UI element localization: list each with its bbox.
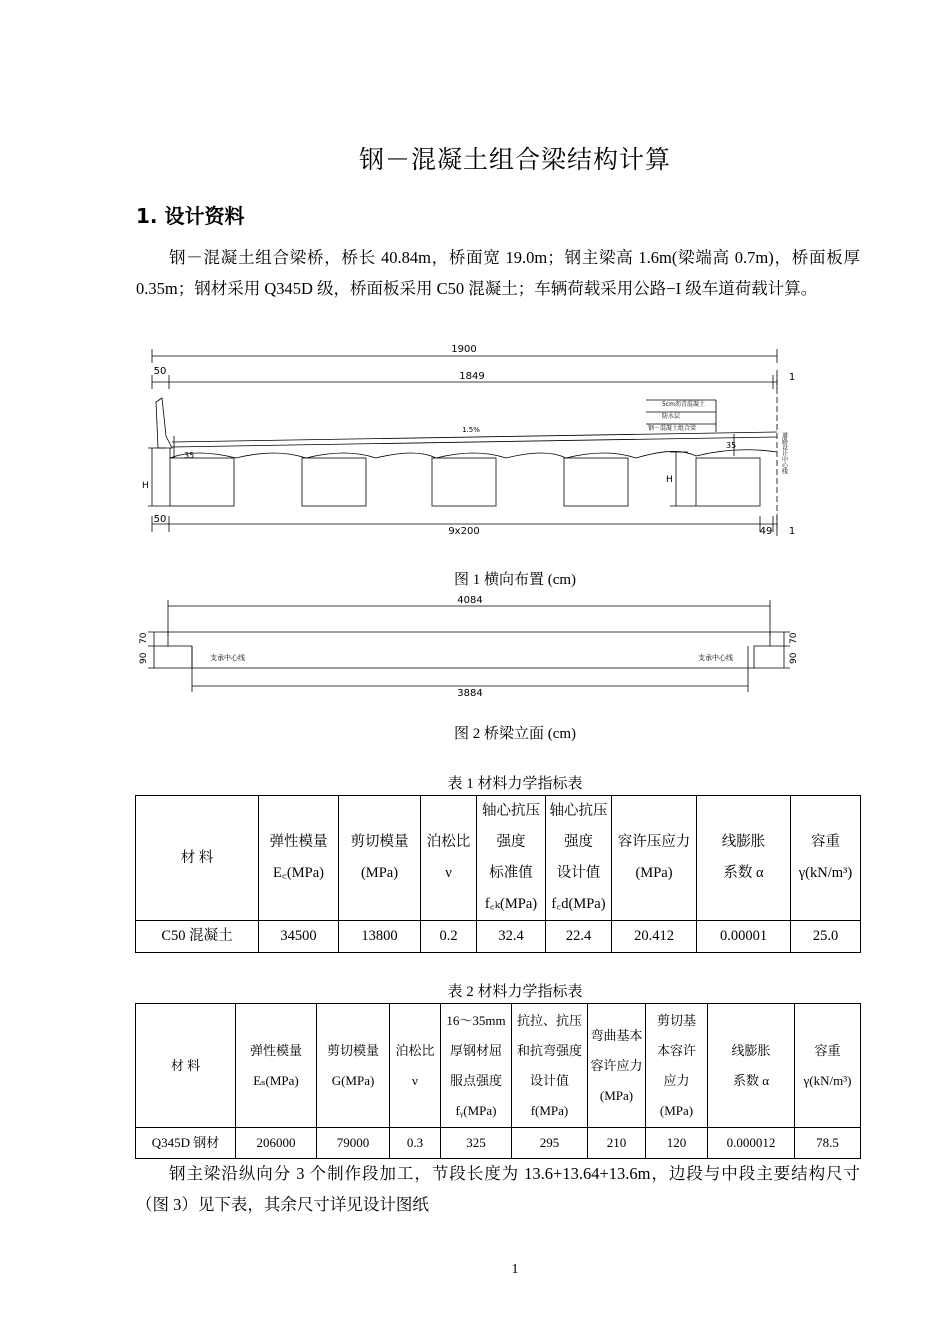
table2 xyxy=(135,1003,861,1159)
label-h-left: H xyxy=(142,481,149,491)
th-shear-allow: 剪切基 本容许 应力 (MPa) xyxy=(646,1004,708,1128)
paragraph-design-data: 钢－混凝土组合梁桥，桥长 40.84m，桥面宽 19.0m；钢主梁高 1.6m(梁端高 0.7m)，桥面板厚 0.35m；钢材采用 Q345D 级，桥面板采用 C50 混凝土；车辆荷载采用公路−I 级车道荷载计算。 xyxy=(136,248,860,298)
support-line-right: 支承中心线 xyxy=(698,654,733,662)
th-allow: 容许压应力 (MPa) xyxy=(612,796,697,921)
figure1-caption: 图 1 横向布置 (cm) xyxy=(453,572,577,588)
dim-3884: 3884 xyxy=(457,688,483,699)
th-modulus: 弹性模量 E꜀(MPa) xyxy=(259,796,339,921)
th-fy: 16～35mm 厚钢材屈 服点强度 fᵧ(MPa) xyxy=(441,1004,512,1128)
page-title: 钢－混凝土组合梁结构计算 xyxy=(358,145,671,174)
dim-1-bottom: 1 xyxy=(788,526,796,537)
label-h-right: H xyxy=(666,475,673,485)
th-poisson: 泊松比 ν xyxy=(390,1004,441,1128)
support-line-left: 支承中心线 xyxy=(210,654,245,662)
th-f: 抗拉、抗压 和抗弯强度 设计值 f(MPa) xyxy=(512,1004,588,1128)
layer-composite: 钢－混凝土组合梁 xyxy=(648,425,697,432)
dim-50-top: 50 xyxy=(153,366,167,377)
dim-1-top: 1 xyxy=(788,372,796,383)
th-material: 材 料 xyxy=(136,796,259,921)
th-fcd: 轴心抗压 强度 设计值 f꜀d(MPa) xyxy=(546,796,612,921)
th-material: 材 料 xyxy=(136,1004,236,1128)
dim-4084: 4084 xyxy=(457,595,483,606)
dim-1900: 1900 xyxy=(451,344,477,355)
table1-caption: 表 1 材料力学指标表 xyxy=(447,776,583,792)
dim-right-90: 90 xyxy=(789,652,799,664)
table-row: C50 混凝土 34500 13800 0.2 32.4 22.4 20.412 0.00001 25.0 xyxy=(136,921,861,953)
centerline-label: 道路设计中心线 xyxy=(780,432,788,474)
th-alpha: 线膨胀 系数 α xyxy=(708,1004,795,1128)
table-header-row xyxy=(136,1004,861,1128)
dim-35-right: 35 xyxy=(726,441,737,450)
dim-left-70: 70 xyxy=(139,632,149,644)
th-bending: 弯曲基本 容许应力 (MPa) xyxy=(588,1004,646,1128)
th-gamma: 容重 γ(kN/m³) xyxy=(795,1004,861,1128)
dim-right-70: 70 xyxy=(789,632,799,644)
dim-50-bottom: 50 xyxy=(153,514,167,525)
th-poisson: 泊松比 ν xyxy=(421,796,477,921)
figure2-caption: 图 2 桥梁立面 (cm) xyxy=(453,726,577,742)
th-fck: 轴心抗压 强度 标准值 f꜀ₖ(MPa) xyxy=(477,796,546,921)
page-number: 1 xyxy=(511,1262,519,1277)
th-modulus: 弹性模量 Eₛ(MPa) xyxy=(236,1004,317,1128)
th-gamma: 容重 γ(kN/m³) xyxy=(791,796,861,921)
th-shear: 剪切模量 G(MPa) xyxy=(317,1004,390,1128)
layer-asphalt: 5cm沥青混凝土 xyxy=(662,401,705,408)
table1 xyxy=(135,795,861,953)
paragraph-segments: 钢主梁沿纵向分 3 个制作段加工，节段长度为 13.6+13.64+13.6m，边段与中段主要结构尺寸（图 3）见下表，其余尺寸详见设计图纸 xyxy=(136,1164,860,1214)
dim-49: 49 xyxy=(759,526,773,537)
th-alpha: 线膨胀 系数 α xyxy=(697,796,791,921)
th-shear: 剪切模量 (MPa) xyxy=(339,796,421,921)
layer-waterproof: 防水层 xyxy=(662,413,681,420)
table2-caption: 表 2 材料力学指标表 xyxy=(447,984,583,1000)
dim-left-90: 90 xyxy=(139,652,149,664)
dim-35-left: 35 xyxy=(184,451,195,460)
section-heading: 1. 设计资料 xyxy=(136,204,245,228)
figure-elevation xyxy=(136,592,806,702)
dim-9x200: 9x200 xyxy=(448,526,480,537)
table-row: Q345D 钢材 206000 79000 0.3 325 295 210 120 0.000012 78.5 xyxy=(136,1128,861,1159)
slope-label: 1.5% xyxy=(462,426,480,434)
table-header-row xyxy=(136,796,861,921)
dim-1849: 1849 xyxy=(459,371,485,382)
figure-transverse-layout xyxy=(136,340,816,545)
